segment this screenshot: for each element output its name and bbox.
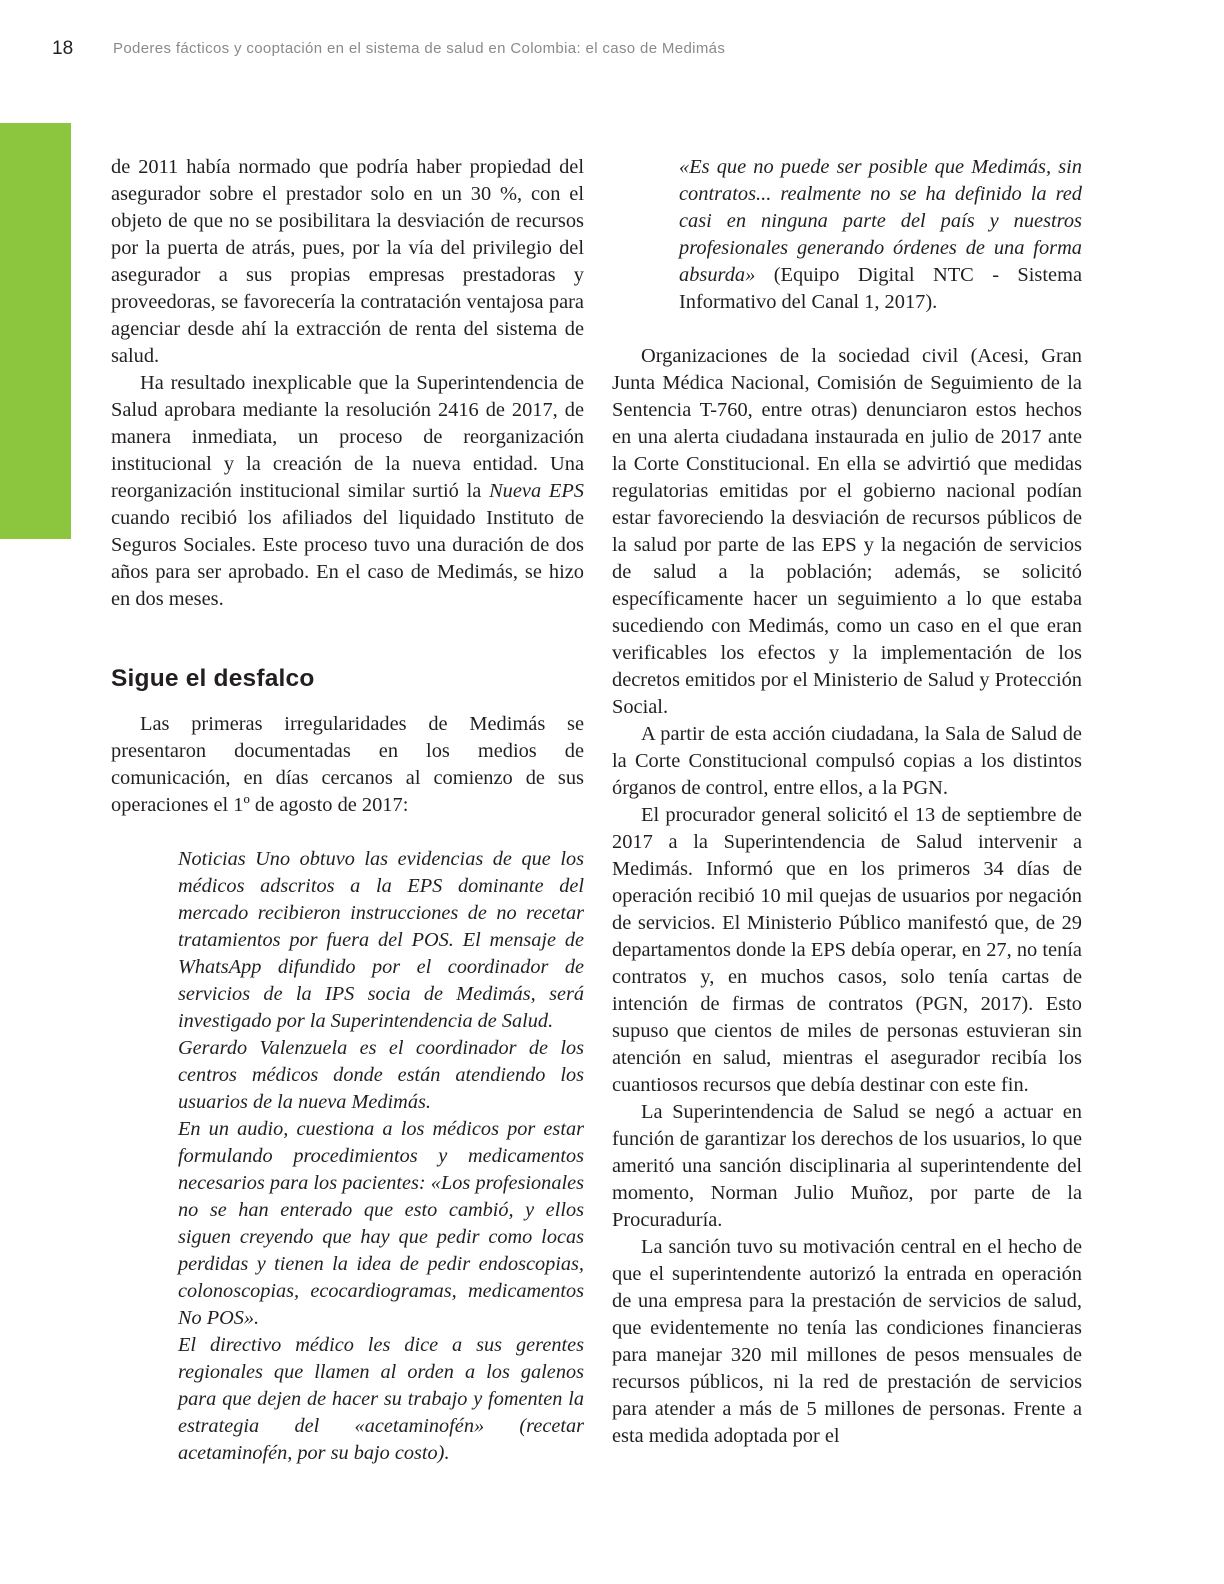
paragraph: La Superintendencia de Salud se negó a actuar en función de garantizar los derechos de los usuarios, lo que ameritó una sanción disciplinaria al superintendente del momento, Norman Julio Muñoz, por parte de la Procuraduría. — [612, 1101, 1082, 1231]
paragraph — [111, 370, 584, 613]
paragraph: La sanción tuvo su motivación central en el hecho de que el superintendente autorizó la entrada en operación de una empresa para la prestación de servicios de salud, que evidentemente no tenía las condiciones financieras para manejar 320 mil millones de pesos mensuales de recursos públicos, ni la red de prestación de servicios para atender a más de 5 millones de personas. Frente a esta medida adoptada por el — [612, 1236, 1082, 1447]
left-column — [111, 154, 584, 1467]
quote-text: «Es que no puede ser posible que Medimás, sin contratos... realmente no se ha definido la red casi en ninguna parte del país y nuestros profesionales generando órdenes de una forma absurda» — [679, 156, 1082, 286]
quote-paragraph: Noticias Uno obtuvo las evidencias de que los médicos adscritos a la EPS dominante del mercado recibieron instrucciones de no recetar tratamientos por fuera del POS. El mensaje de WhatsApp difundido por el coordinador de servicios de la IPS socia de Medimás, será investigado por la Superintendencia de Salud. — [178, 848, 584, 1032]
page-header — [52, 38, 1184, 64]
quote-paragraph: Gerardo Valenzuela es el coordinador de los centros médicos donde están atendiendo los usuarios de la nueva Medimás. — [178, 1037, 584, 1113]
text-run: cuando recibió los afiliados del liquidado Instituto de Seguros Sociales. Este proceso tuvo una duración de dos años para ser aprobado. En el caso de Medimás, se hizo en dos meses. — [111, 507, 584, 610]
right-column — [612, 154, 1082, 1450]
block-quote — [679, 154, 1082, 316]
quote-citation: (Equipo Digital NTC - Sistema Informativo del Canal 1, 2017). — [679, 264, 1082, 313]
paragraph: A partir de esta acción ciudadana, la Sala de Salud de la Corte Constitucional compulsó copias a los distintos órganos de control, entre ellos, a la PGN. — [612, 723, 1082, 799]
running-title: Poderes fácticos y cooptación en el sistema de salud en Colombia: el caso de Medimás — [113, 40, 726, 57]
quote-paragraph: El directivo médico les dice a sus gerentes regionales que llamen al orden a los galenos para que dejen de hacer su trabajo y fomenten la estrategia del «acetaminofén» (recetar acetaminofén, por su bajo costo). — [178, 1334, 584, 1464]
paragraph: El procurador general solicitó el 13 de septiembre de 2017 a la Superintendencia de Salud intervenir a Medimás. Informó que en los primeros 34 días de operación recibió 10 mil quejas de usuarios por negación de servicios. El Ministerio Público manifestó que, de 29 departamentos donde la EPS debía operar, en 27, no tenía contratos y, en muchos casos, solo tenía cartas de intención de firmas de contratos (PGN, 2017). Esto supuso que cientos de miles de personas estuvieran sin atención en salud, mientras el asegurador recibía los cuantiosos recursos que debía destinar con este fin. — [612, 804, 1082, 1096]
section-heading: Sigue el desfalco — [111, 665, 315, 692]
page-number: 18 — [52, 38, 74, 59]
block-quote — [178, 846, 584, 1467]
green-margin-tab — [0, 123, 71, 539]
text-run: Ha resultado inexplicable que la Superintendencia de Salud aprobara mediante la resolución 2416 de 2017, de manera inmediata, un proceso de reorganización institucional y la creación de la nueva entidad. Una reorganización institucional similar surtió la — [111, 372, 584, 502]
paragraph: Organizaciones de la sociedad civil (Acesi, Gran Junta Médica Nacional, Comisión de Seguimiento de la Sentencia T-760, entre otras) denunciaron estos hechos en una alerta ciudadana instaurada en julio de 2017 ante la Corte Constitucional. En ella se advirtió que medidas regulatorias emitidas por el gobierno nacional podían estar favoreciendo la desviación de recursos públicos de la salud por parte de las EPS y la negación de servicios de salud a la población; además, se solicitó específicamente hacer un seguimiento a lo que estaba sucediendo con Medimás, como un caso en el que eran verificables los efectos y la implementación de los decretos emitidos por el Ministerio de Salud y Protección Social. — [612, 345, 1082, 718]
paragraph: de 2011 había normado que podría haber propiedad del asegurador sobre el prestador solo en un 30 %, con el objeto de que no se posibilitara la desviación de recursos por la puerta de atrás, pues, por la vía del privilegio del asegurador a sus propias empresas prestadoras y proveedoras, se favorecería la contratación ventajosa para agenciar desde ahí la extracción de renta del sistema de salud. — [111, 156, 584, 367]
emphasis-nueva-eps: Nueva EPS — [489, 480, 584, 502]
quote-paragraph: En un audio, cuestiona a los médicos por estar formulando procedimientos y medicamentos necesarios para los pacientes: «Los profesionales no se han enterado que esto cambió, y ellos siguen creyendo que hay que pedir como locas perdidas y tienen la idea de pedir endoscopias, colonoscopias, ecocardiogramas, medicamentos No POS». — [178, 1118, 584, 1329]
paragraph: Las primeras irregularidades de Medimás se presentaron documentadas en los medios de comunicación, en días cercanos al comienzo de sus operaciones el 1º de agosto de 2017: — [111, 713, 584, 816]
quote-paragraph — [679, 154, 1082, 316]
